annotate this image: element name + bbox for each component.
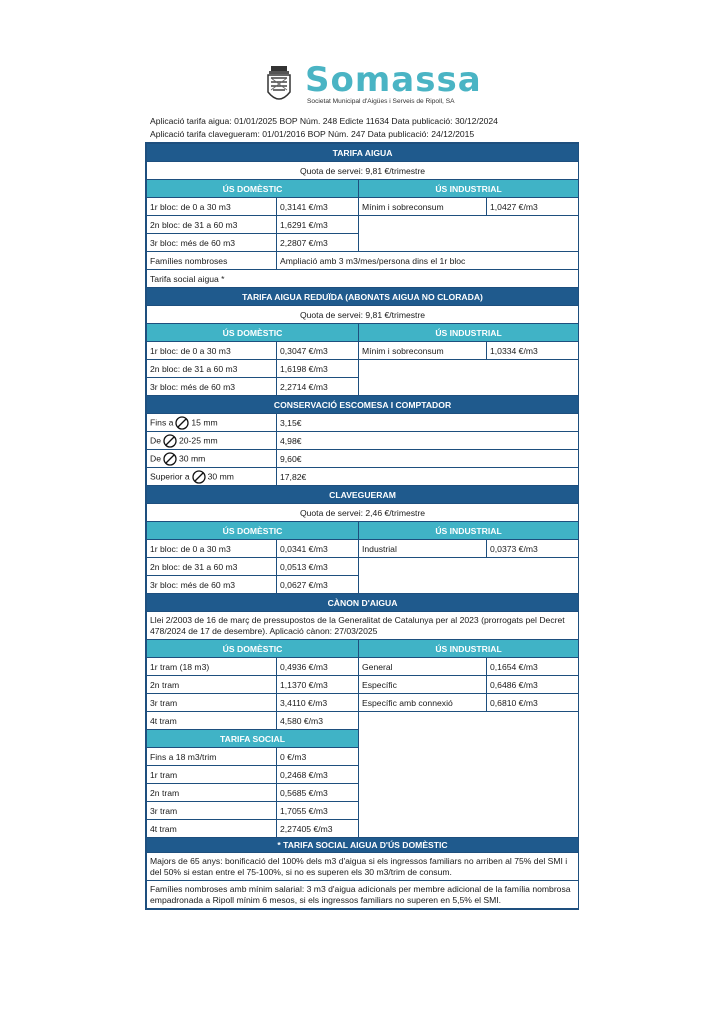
table-row-value: 0,5685 €/m3 xyxy=(277,784,359,802)
table-row-value: 0 €/m3 xyxy=(277,748,359,766)
quota-aigua: Quota de servei: 9,81 €/trimestre xyxy=(147,162,579,180)
size-prefix: Fins a xyxy=(150,416,174,427)
tariff-table xyxy=(146,143,579,909)
table-row-label: 1r tram (18 m3) xyxy=(147,658,277,676)
table-row-label xyxy=(147,414,277,432)
table-row-value: 4,98€ xyxy=(277,432,579,450)
domestic-header: ÚS DOMÈSTIC xyxy=(147,640,359,658)
domestic-header: ÚS DOMÈSTIC xyxy=(147,522,359,540)
section-title-clavegueram: CLAVEGUERAM xyxy=(147,486,579,504)
table-row-value: 3,4110 €/m3 xyxy=(277,694,359,712)
industrial-label: Específic xyxy=(359,676,487,694)
tariff-sheet xyxy=(145,142,579,910)
industrial-label: Mínim i sobreconsum xyxy=(359,198,487,216)
empty-cell xyxy=(359,712,579,838)
table-row-label: 4t tram xyxy=(147,712,277,730)
table-row-label: 1r bloc: de 0 a 30 m3 xyxy=(147,342,277,360)
industrial-value: 0,0373 €/m3 xyxy=(487,540,579,558)
families-label: Famílies nombroses xyxy=(147,252,277,270)
table-row-value: 2,2714 €/m3 xyxy=(277,378,359,396)
industrial-value: 0,6810 €/m3 xyxy=(487,694,579,712)
table-row-label xyxy=(147,468,277,486)
table-row-value: 1,7055 €/m3 xyxy=(277,802,359,820)
table-row-value: 1,1370 €/m3 xyxy=(277,676,359,694)
size-prefix: De xyxy=(150,434,161,445)
quota-clavegueram: Quota de servei: 2,46 €/trimestre xyxy=(147,504,579,522)
table-row-label: Fins a 18 m3/trim xyxy=(147,748,277,766)
industrial-value: 1,0427 €/m3 xyxy=(487,198,579,216)
table-row-value: 0,0513 €/m3 xyxy=(277,558,359,576)
table-row-value: 4,580 €/m3 xyxy=(277,712,359,730)
table-row-label: 3r tram xyxy=(147,694,277,712)
size-suffix: 20-25 mm xyxy=(179,434,218,445)
size-suffix: 30 mm xyxy=(179,452,206,463)
table-row-label: 1r bloc: de 0 a 30 m3 xyxy=(147,198,277,216)
table-row-label: 2n bloc: de 31 a 60 m3 xyxy=(147,216,277,234)
table-row-value: 3,15€ xyxy=(277,414,579,432)
table-row-label xyxy=(147,432,277,450)
table-row-label xyxy=(147,450,277,468)
section-title-reduida: TARIFA AIGUA REDUÏDA (ABONATS AIGUA NO CLORADA) xyxy=(147,288,579,306)
table-row-label: 2n bloc: de 31 a 60 m3 xyxy=(147,360,277,378)
diameter-symbol-icon xyxy=(192,470,206,484)
industrial-label: Industrial xyxy=(359,540,487,558)
table-row-label: 1r bloc: de 0 a 30 m3 xyxy=(147,540,277,558)
domestic-header: ÚS DOMÈSTIC xyxy=(147,324,359,342)
table-row-label: 2n tram xyxy=(147,784,277,802)
table-row-label: 1r tram xyxy=(147,766,277,784)
table-row-value: 0,0341 €/m3 xyxy=(277,540,359,558)
empty-cell xyxy=(359,216,579,252)
table-row-value: 0,3141 €/m3 xyxy=(277,198,359,216)
header-line-sewer: Aplicació tarifa clavegueram: 01/01/2016 BOP Núm. 247 Data publicació: 24/12/2015 xyxy=(150,129,475,139)
industrial-value: 0,6486 €/m3 xyxy=(487,676,579,694)
table-row-label: 4t tram xyxy=(147,820,277,838)
size-suffix: 15 mm xyxy=(191,416,218,427)
table-row-label: 3r bloc: més de 60 m3 xyxy=(147,378,277,396)
diameter-symbol-icon xyxy=(163,452,177,466)
diameter-symbol-icon xyxy=(175,416,189,430)
empty-cell xyxy=(359,558,579,594)
table-row-label: 3r bloc: més de 60 m3 xyxy=(147,234,277,252)
municipal-crest-icon xyxy=(265,66,293,106)
size-prefix: De xyxy=(150,452,161,463)
header-line-water: Aplicació tarifa aigua: 01/01/2025 BOP Núm. 248 Edicte 11634 Data publicació: 30/12/2024 xyxy=(150,116,498,126)
industrial-label: Específic amb connexió xyxy=(359,694,487,712)
industrial-label: General xyxy=(359,658,487,676)
table-row-label: 2n bloc: de 31 a 60 m3 xyxy=(147,558,277,576)
table-row-value: 9,60€ xyxy=(277,450,579,468)
table-row-label: 3r tram xyxy=(147,802,277,820)
diameter-symbol-icon xyxy=(163,434,177,448)
industrial-header: ÚS INDUSTRIAL xyxy=(359,324,579,342)
social-tariff-ref: Tarifa social aigua * xyxy=(147,270,579,288)
table-row-label: 2n tram xyxy=(147,676,277,694)
table-row-value: 2,27405 €/m3 xyxy=(277,820,359,838)
section-title-conservacio: CONSERVACIÓ ESCOMESA I COMPTADOR xyxy=(147,396,579,414)
domestic-header: ÚS DOMÈSTIC xyxy=(147,180,359,198)
table-row-value: 1,6198 €/m3 xyxy=(277,360,359,378)
table-row-value: 0,2468 €/m3 xyxy=(277,766,359,784)
table-row-value: 1,6291 €/m3 xyxy=(277,216,359,234)
industrial-value: 1,0334 €/m3 xyxy=(487,342,579,360)
social-tariff-header: TARIFA SOCIAL xyxy=(147,730,359,748)
quota-reduida: Quota de servei: 9,81 €/trimestre xyxy=(147,306,579,324)
industrial-header: ÚS INDUSTRIAL xyxy=(359,640,579,658)
brand-name: Somassa xyxy=(305,60,482,100)
table-row-value: 0,4936 €/m3 xyxy=(277,658,359,676)
table-row-value: 17,82€ xyxy=(277,468,579,486)
families-value: Ampliació amb 3 m3/mes/persona dins el 1r bloc xyxy=(277,252,579,270)
size-suffix: 30 mm xyxy=(207,470,234,481)
size-prefix: Superior a xyxy=(150,470,190,481)
table-row-value: 2,2807 €/m3 xyxy=(277,234,359,252)
section-title-aigua: TARIFA AIGUA xyxy=(147,144,579,162)
social-note-p2: Famílies nombroses amb mínim salarial: 3 m3 d'aigua adicionals per membre adicional de la família nombrosa empadronada a Ripoll mínim 6 mesos, si els ingressos familiars no superen en 5,5% el SMI. xyxy=(147,881,579,909)
industrial-header: ÚS INDUSTRIAL xyxy=(359,522,579,540)
empty-cell xyxy=(359,360,579,396)
brand-subtitle: Societat Municipal d'Aigües i Serveis de Ripoll, SA xyxy=(307,98,455,105)
section-title-social-note: * TARIFA SOCIAL AIGUA D'ÚS DOMÈSTIC xyxy=(147,838,579,853)
table-row-value: 0,0627 €/m3 xyxy=(277,576,359,594)
canon-law-text: Llei 2/2003 de 16 de març de pressupostos de la Generalitat de Catalunya per al 2023 (prorrogats pel Decret 478/2024 de 17 de desembre). Aplicació cànon: 27/03/2025 xyxy=(147,612,579,640)
section-title-canon: CÀNON D'AIGUA xyxy=(147,594,579,612)
industrial-label: Mínim i sobreconsum xyxy=(359,342,487,360)
industrial-value: 0,1654 €/m3 xyxy=(487,658,579,676)
industrial-header: ÚS INDUSTRIAL xyxy=(359,180,579,198)
social-note-p1: Majors de 65 anys: bonificació del 100% dels m3 d'aigua si els ingressos familiars no arriben al 75% del SMI i del 50% si estan entre el 75-100%, si no es superen els 30 m3/trim de consum. xyxy=(147,853,579,881)
table-row-label: 3r bloc: més de 60 m3 xyxy=(147,576,277,594)
table-row-value: 0,3047 €/m3 xyxy=(277,342,359,360)
